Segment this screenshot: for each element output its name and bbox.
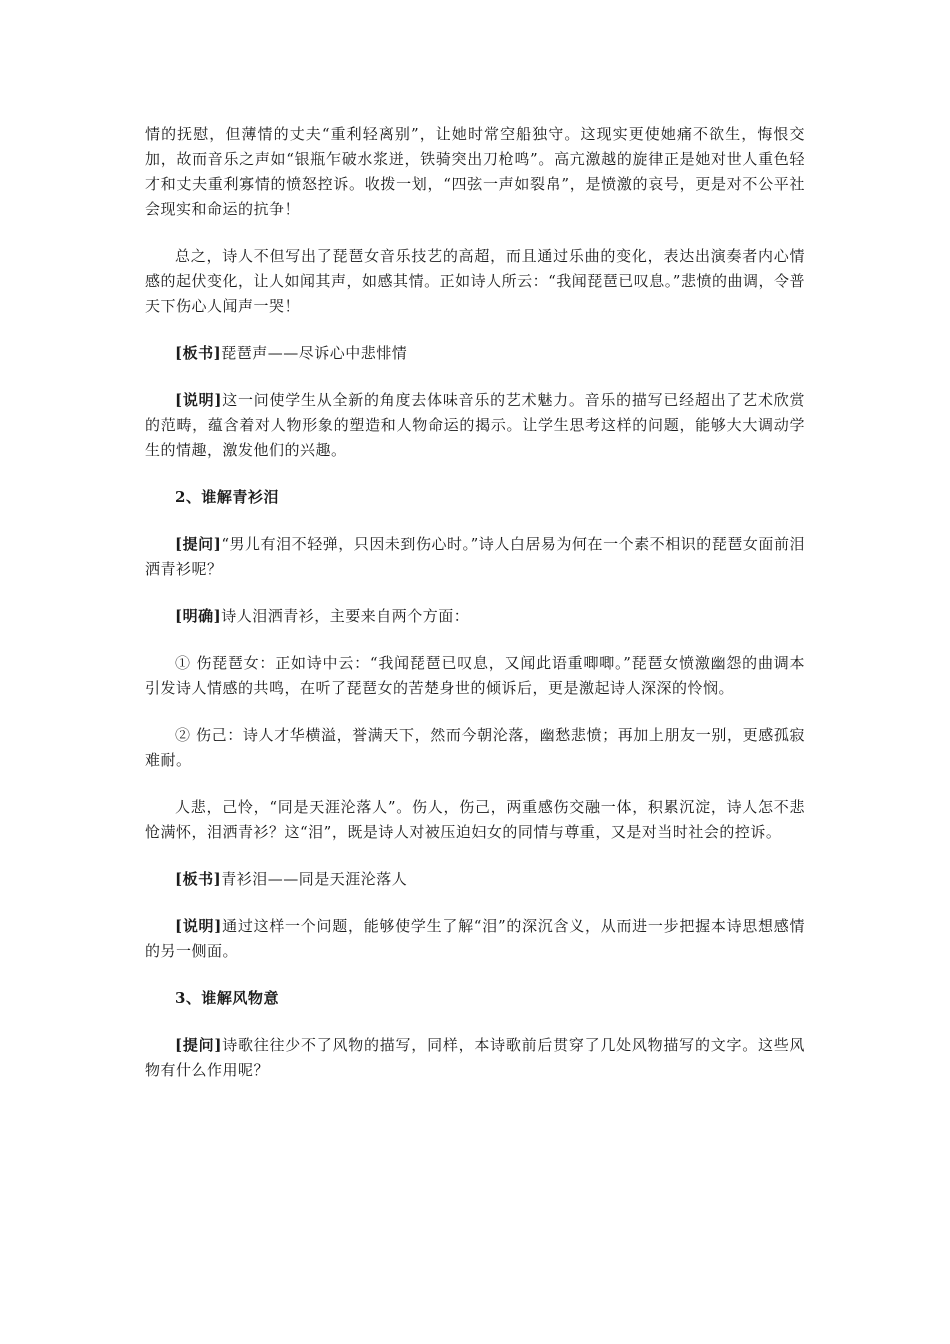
paragraph-pipa-lament: [145, 122, 805, 222]
paragraph-text: 诗歌往往少不了风物的描写，同样，本诗歌前后贯穿了几处风物描写的文字。这些风物有什么作用呢？: [145, 1036, 805, 1079]
label-question: [提问]: [175, 535, 222, 553]
label-explanation: [说明]: [175, 391, 222, 409]
paragraph-text: 总之，诗人不但写出了琵琶女音乐技艺的高超，而且通过乐曲的变化，表达出演奏者内心情感的起伏变化，让人如闻其声，如感其情。正如诗人所云：“我闻琵琶已叹息。”悲愤的曲调，令普天下伤心人闻声一哭！: [145, 247, 805, 315]
paragraph-text: 情的抚慰，但薄情的丈夫“重利轻离别”，让她时常空船独守。这现实更使她痛不欲生，悔恨交加，故而音乐之声如“银瓶乍破水浆迸，铁骑突出刀枪鸣”。高亢激越的旋律正是她对世人重色轻才和丈夫重利寡情的愤怒控诉。收拨一划，“四弦一声如裂帛”，是愤激的哀号，更是对不公平社会现实和命运的抗争！: [145, 125, 805, 218]
paragraph-text: 这一问使学生从全新的角度去体味音乐的艺术魅力。音乐的描写已经超出了艺术欣赏的范畴，蕴含着对人物形象的塑造和人物命运的揭示。让学生思考这样的问题，能够大大调动学生的情趣，激发他们的兴趣。: [145, 391, 805, 459]
paragraph-text: 琵琶声——尽诉心中悲悱情: [221, 344, 408, 362]
paragraph-text: 青衫泪——同是天涯沦落人: [221, 870, 408, 888]
question-note-3: [145, 1033, 805, 1083]
paragraph-text: ① 伤琵琶女：正如诗中云：“我闻琵琶已叹息，又闻此语重唧唧。”琵琶女愤激幽怨的曲调本引发诗人情感的共鸣，在听了琵琶女的苦楚身世的倾诉后，更是激起诗人深深的怜悯。: [145, 654, 805, 697]
paragraph-summary: [145, 244, 805, 319]
section-heading-3: 3、谁解风物意: [175, 989, 279, 1007]
label-clarify: [明确]: [175, 607, 222, 625]
blackboard-note-2: [145, 867, 805, 892]
question-note-2: [145, 532, 805, 582]
blackboard-note-1: [145, 341, 805, 366]
label-blackboard: [板书]: [175, 870, 222, 888]
paragraph-text: 人悲，己怜，“同是天涯沦落人”。伤人，伤己，两重感伤交融一体，积累沉淀，诗人怎不悲怆满怀，泪洒青衫？这“泪”，既是诗人对被压迫妇女的同情与尊重，又是对当时社会的控诉。: [145, 798, 805, 841]
clarify-note-2: [145, 604, 805, 629]
point-two: [145, 723, 805, 773]
paragraph-tears: [145, 795, 805, 845]
point-one: [145, 651, 805, 701]
document-body: [145, 122, 805, 1105]
paragraph-text: ② 伤己：诗人才华横溢，誉满天下，然而今朝沦落，幽愁悲愤；再加上朋友一别，更感孤寂难耐。: [145, 726, 805, 769]
label-blackboard: [板书]: [175, 344, 222, 362]
explanation-note-2: [145, 914, 805, 964]
paragraph-text: 通过这样一个问题，能够使学生了解“泪”的深沉含义，从而进一步把握本诗思想感情的另一侧面。: [145, 917, 805, 960]
label-question: [提问]: [175, 1036, 222, 1054]
explanation-note-1: [145, 388, 805, 463]
section-heading-2: 2、谁解青衫泪: [175, 488, 279, 506]
paragraph-text: 诗人泪洒青衫，主要来自两个方面：: [221, 607, 470, 625]
label-explanation: [说明]: [175, 917, 222, 935]
paragraph-text: “男儿有泪不轻弹，只因未到伤心时。”诗人白居易为何在一个素不相识的琵琶女面前泪洒青衫呢？: [145, 535, 806, 578]
